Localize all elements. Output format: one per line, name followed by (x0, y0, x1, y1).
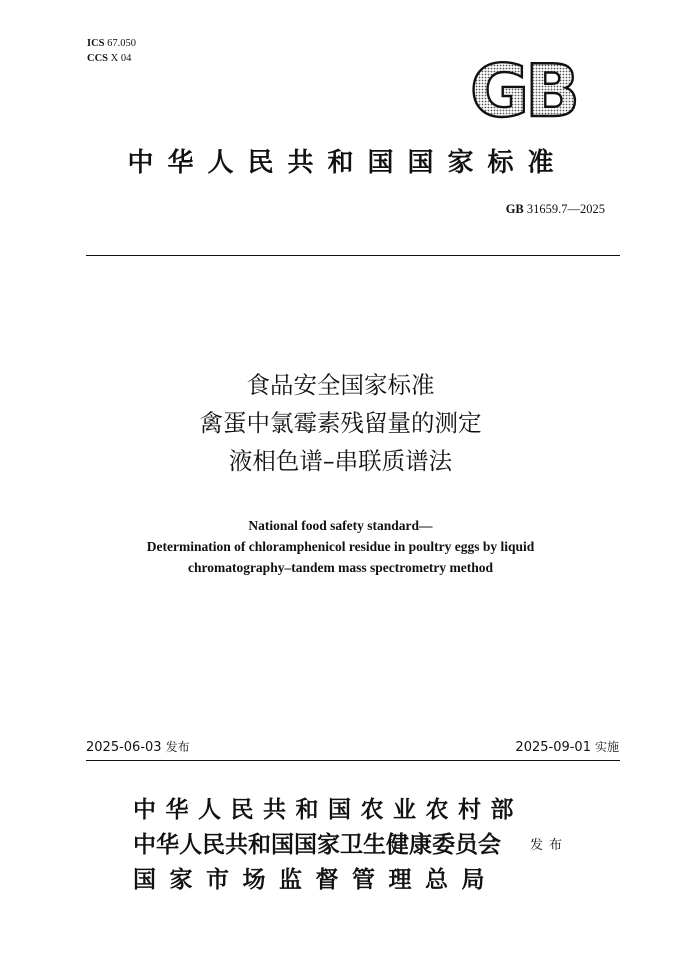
standard-number-value: 31659.7—2025 (526, 202, 605, 216)
ics-code (87, 36, 136, 51)
gb-logo-text: GB (470, 58, 576, 124)
chinese-title-line-1: 食品安全国家标准 (246, 371, 435, 399)
ccs-value: X 04 (110, 53, 132, 64)
effective-date-label: 实施 (594, 740, 619, 754)
top-divider (86, 255, 620, 256)
english-title-line-2: Determination of chloramphenicol residue in poultry eggs by liquid (146, 539, 535, 554)
english-title (0, 515, 681, 578)
classification-codes (87, 36, 136, 66)
effective-date-value: 2025-09-01 (515, 740, 591, 755)
gb-logo (457, 58, 589, 124)
standard-number-prefix: GB (505, 202, 524, 216)
issue-date-label: 发布 (165, 740, 190, 754)
issuing-authorities (133, 792, 523, 897)
standard-category: 中华人民共和国国家标准 (127, 148, 568, 178)
issue-date (86, 738, 190, 755)
chinese-title (0, 366, 681, 480)
ics-value: 67.050 (107, 38, 137, 49)
effective-date (515, 738, 619, 755)
issuer-line-3: 国家市场监督管理总局 (133, 866, 498, 893)
english-title-line-3: chromatography–tandem mass spectrometry method (187, 560, 494, 575)
ccs-label: CCS (87, 53, 109, 64)
publish-label: 发布 (530, 838, 569, 853)
english-title-line-1: National food safety standard— (248, 518, 433, 533)
chinese-title-line-3: 液相色谱–串联质谱法 (228, 447, 453, 475)
issuer-line-2: 中华人民共和国国家卫生健康委员会 (133, 831, 501, 858)
standard-number (506, 202, 605, 217)
issuer-line-1: 中华人民共和国农业农村部 (133, 796, 523, 823)
ccs-code (87, 51, 136, 66)
bottom-divider (86, 760, 620, 761)
chinese-title-line-2: 禽蛋中氯霉素残留量的测定 (199, 409, 482, 437)
issue-date-value: 2025-06-03 (86, 740, 162, 755)
ics-label: ICS (87, 38, 105, 49)
